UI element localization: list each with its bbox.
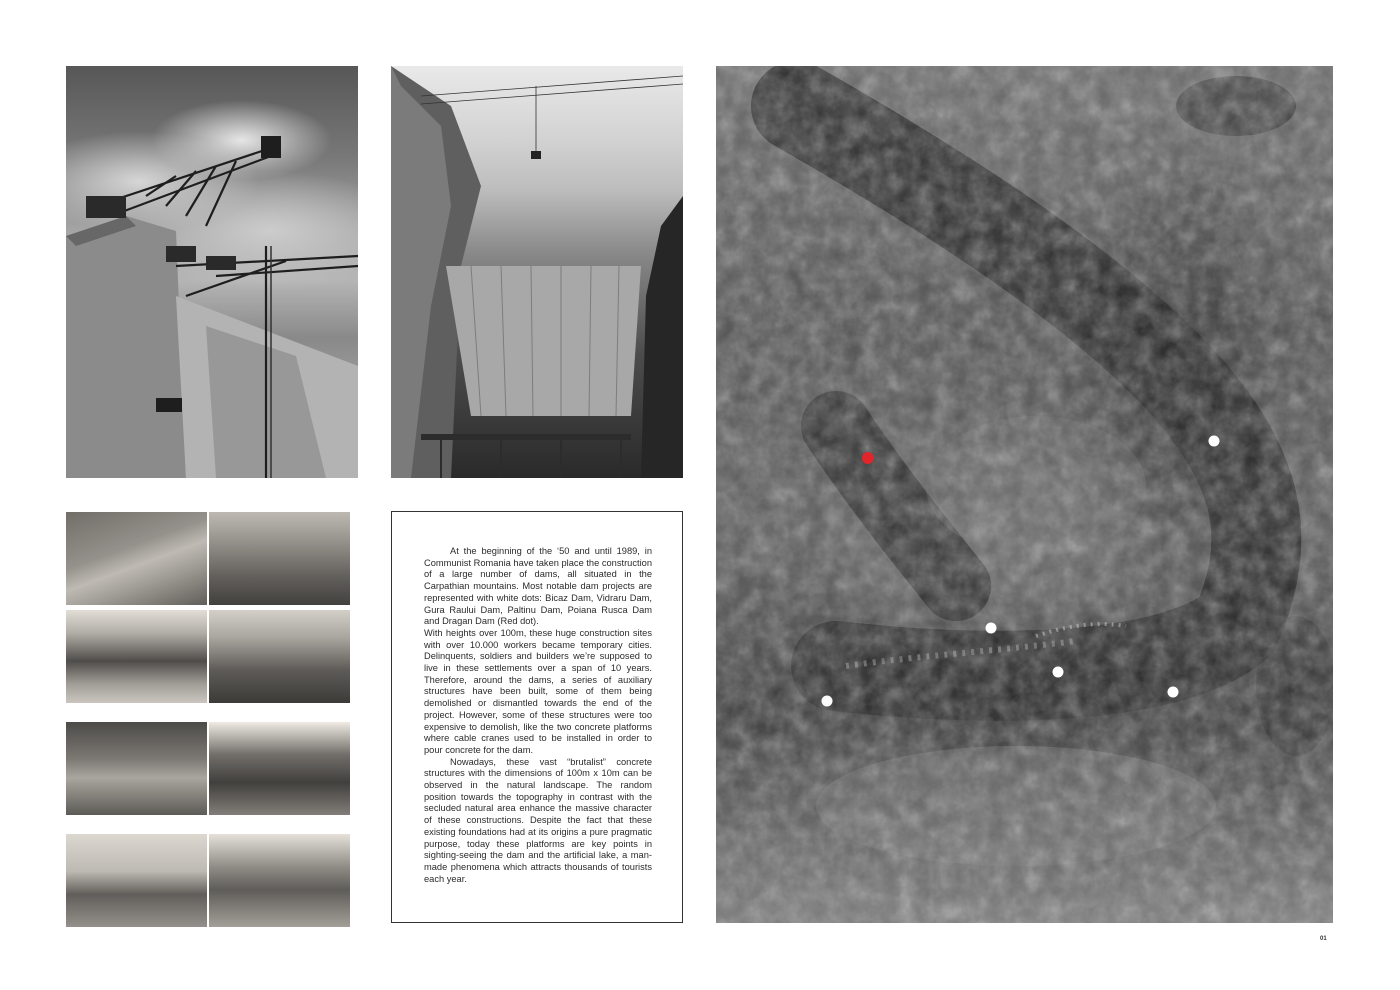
lake-island-photo xyxy=(66,610,207,703)
lake-aerial-photo xyxy=(66,512,207,605)
satellite-map xyxy=(716,66,1333,923)
description-text xyxy=(424,546,652,885)
poiana-rusca-dam-marker xyxy=(822,696,833,707)
hilltop-village-photo xyxy=(66,834,207,927)
dragan-dam-marker xyxy=(862,452,874,464)
description-panel xyxy=(391,511,683,923)
forest-hillside-photo xyxy=(209,512,350,605)
page-number: 01 xyxy=(1320,936,1327,942)
terrain-texture xyxy=(716,66,1333,923)
crane-illustration xyxy=(66,66,358,478)
crane-construction-photo xyxy=(66,66,358,478)
vidraru-dam-marker xyxy=(1053,667,1064,678)
paragraph-1: At the beginning of the ‘50 and until 1989, in Communist Romania have taken place the construction of a large number of dams, all situated in the Carpathian mountains. Most notable dam projects are represented with white dots: Bicaz Dam, Vidraru Dam, Gura Raului Dam, Paltinu Dam, Poiana Rusca Dam and Dragan Dam (Red dot). xyxy=(424,546,652,627)
dam-ruins-photo xyxy=(209,610,350,703)
paragraph-2: With heights over 100m, these huge construction sites with over 10.000 workers became temporary cities. Delinquents, soldiers and builders we’re supposed to live in these settlements over a span of 10 years. Therefore, around the dams, a series of auxiliary structures have been built, some of them being demolished or dismantled towards the end of the project. However, some of these structures were too expensive to demolish, like the two concrete platforms where cable cranes used to be installed in order to pour concrete for the dam. xyxy=(424,627,652,755)
gura-raului-dam-marker xyxy=(986,623,997,634)
bridge-road-photo xyxy=(66,722,207,815)
dam-construction-photo xyxy=(391,66,683,478)
bicaz-dam-marker xyxy=(1209,436,1220,447)
paltinu-dam-marker xyxy=(1168,687,1179,698)
paragraph-3: Nowadays, these vast “brutalist” concrete structures with the dimensions of 100m x 10m can be observed in the natural landscape. The random position towards the topography in contrast with the secluded natural area enhance the massive character of these constructions. Despite the fact that these existing foundations had at its origins a pure pragmatic purpose, today these platforms are key points in sighting-seeing the dam and the artificial lake, a man-made phenomena which attracts thousands of tourists each year. xyxy=(424,756,652,884)
dam-illustration xyxy=(391,66,683,478)
valley-dam-road-photo xyxy=(209,722,350,815)
mountain-road-photo xyxy=(209,834,350,927)
